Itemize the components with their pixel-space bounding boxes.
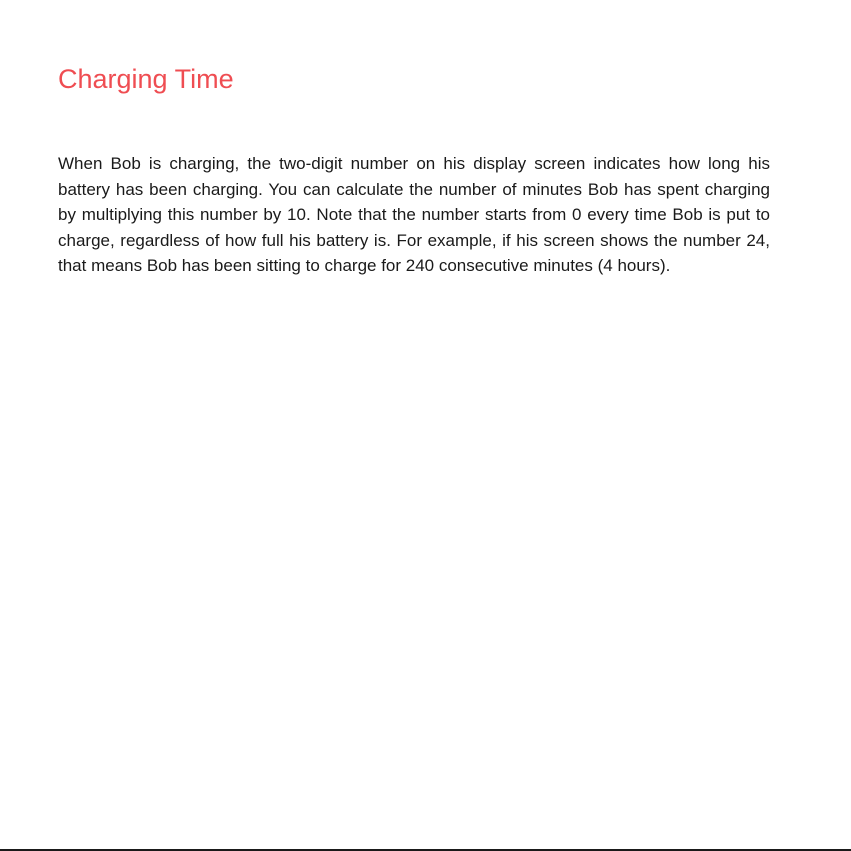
section-title: Charging Time: [58, 64, 234, 94]
section-paragraph: When Bob is charging, the two-digit number on his display screen indicates how long his battery has been charging. You can calculate the number of minutes Bob has spent charging by multiplying this number by 10. Note that the number starts from 0 every time Bob is put to charge, regardless of how full his battery is. For example, if his screen shows the number 24, that means Bob has been sitting to charge for 240 consecutive minutes (4 hours).: [58, 154, 770, 276]
